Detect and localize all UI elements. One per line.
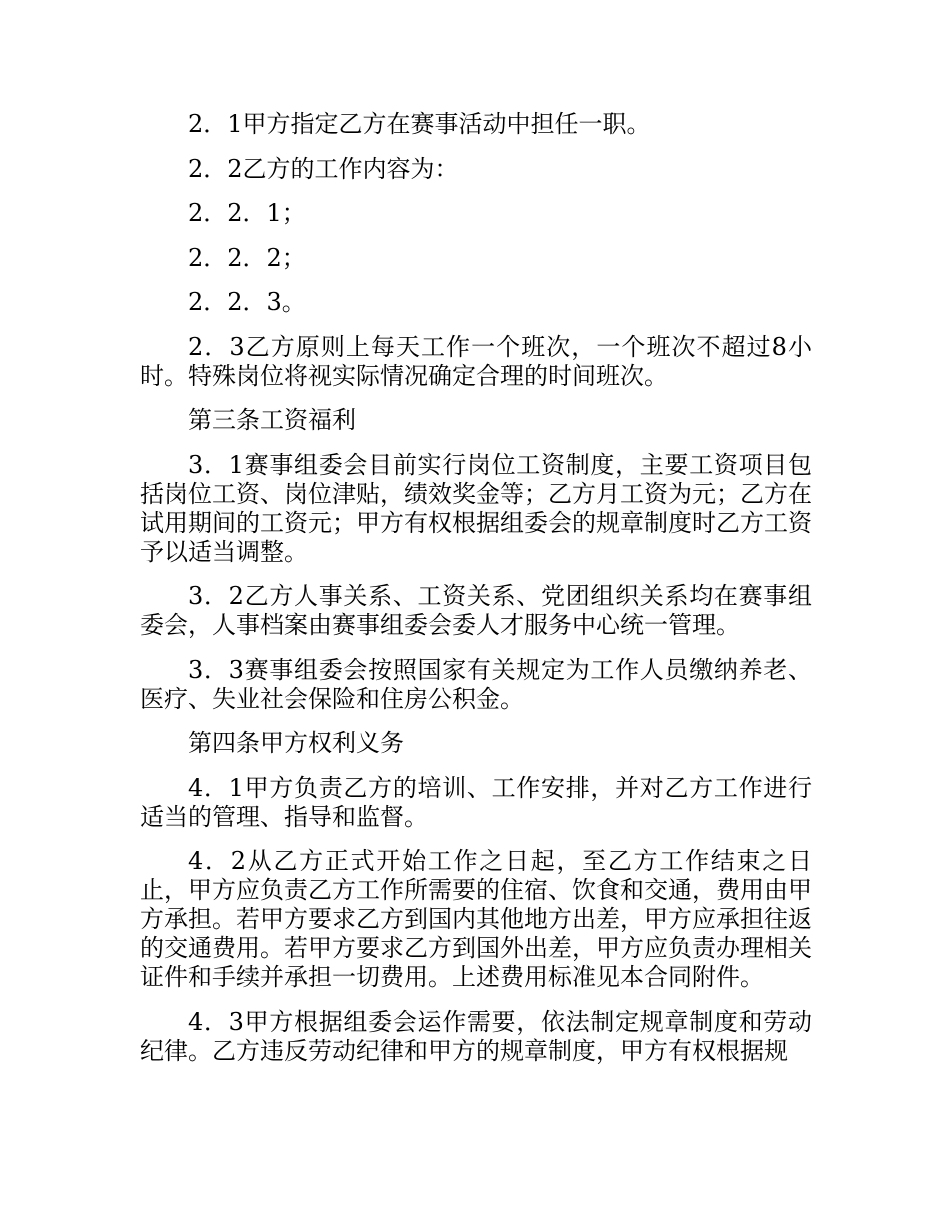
section-heading-3: 第三条工资福利	[188, 406, 356, 434]
clause-4-3: 4．3甲方根据组委会运作需要，依法制定规章制度和劳动纪律。乙方违反劳动纪律和甲方的规章制度，甲方有权根据规	[140, 1007, 812, 1065]
clause-4-2: 4．2从乙方正式开始工作之日起，至乙方工作结束之日止，甲方应负责乙方工作所需要的住宿、饮食和交通，费用由甲方承担。若甲方要求乙方到国内其他地方出差，甲方应承担往返的交通费用。若甲方要求乙方到国外出差，甲方应负责办理相关证件和手续并承担一切费用。上述费用标准见本合同附件。	[140, 847, 812, 991]
clause-2-3: 2．3乙方原则上每天工作一个班次，一个班次不超过8小时。特殊岗位将视实际情况确定合理的时间班次。	[140, 332, 812, 390]
clause-2-2-2: 2．2．2；	[188, 243, 306, 272]
clause-3-3: 3．3赛事组委会按照国家有关规定为工作人员缴纳养老、医疗、失业社会保险和住房公积金。	[140, 655, 812, 713]
section-heading-4: 第四条甲方权利义务	[188, 729, 404, 757]
clause-2-2-3: 2．2．3。	[188, 288, 306, 316]
clause-2-1: 2．1甲方指定乙方在赛事活动中担任一职。	[188, 110, 651, 138]
clause-2-2: 2．2乙方的工作内容为：	[188, 154, 459, 183]
clause-2-2-1: 2．2．1；	[188, 199, 306, 227]
clause-3-1: 3．1赛事组委会目前实行岗位工资制度，主要工资项目包括岗位工资、岗位津贴，绩效奖金等；乙方月工资为元；乙方在试用期间的工资元；甲方有权根据组委会的规章制度时乙方工资予以适当调整。	[140, 450, 812, 566]
document-body	[140, 110, 812, 1081]
clause-3-2: 3．2乙方人事关系、工资关系、党团组织关系均在赛事组委会，人事档案由赛事组委会委人才服务中心统一管理。	[140, 582, 812, 639]
clause-4-1: 4．1甲方负责乙方的培训、工作安排，并对乙方工作进行适当的管理、指导和监督。	[140, 773, 812, 831]
